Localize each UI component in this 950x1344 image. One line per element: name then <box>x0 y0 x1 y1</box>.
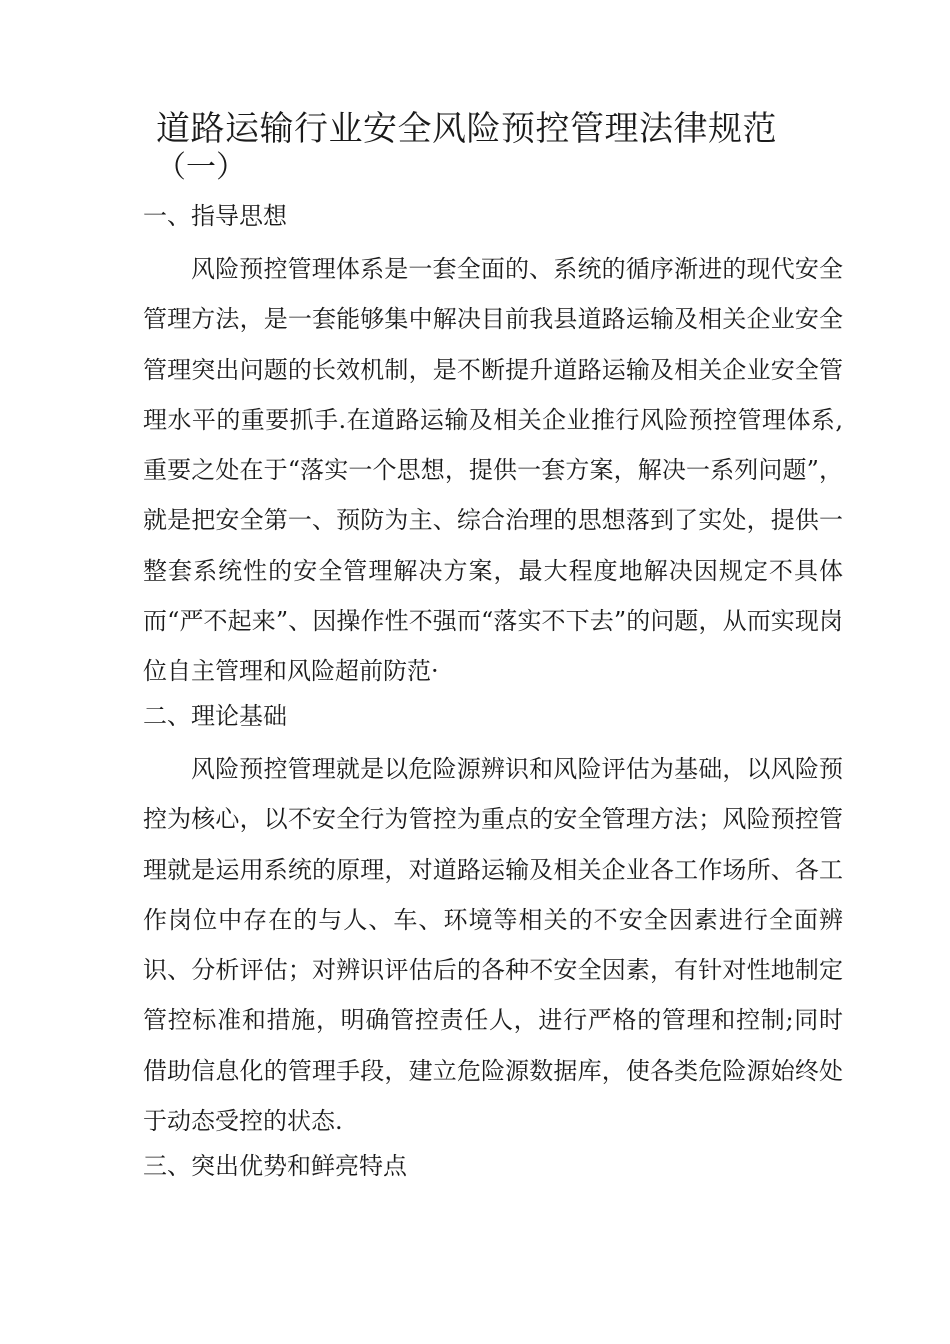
section-heading-1: 一、指导思想 <box>143 202 287 230</box>
document-subtitle: （一） <box>156 150 246 185</box>
section-heading-3: 三、突出优势和鲜亮特点 <box>143 1152 407 1180</box>
section-heading-2: 二、理论基础 <box>143 702 287 730</box>
document-title: 道路运输行业安全风险预控管理法律规范 <box>156 109 777 149</box>
section-paragraph-2: 风险预控管理就是以危险源辨识和风险评估为基础，以风险预控为核心，以不安全行为管控为重点的安全管理方法；风险预控管理就是运用系统的原理，对道路运输及相关企业各工作场所、各工作岗位中存在的与人、车、环境等相关的不安全因素进行全面辨识、分析评估；对辨识评估后的各种不安全因素，有针对性地制定管控标准和措施，明确管控责任人，进行严格的管理和控制;同时借助信息化的管理手段，建立危险源数据库，使各类危险源始终处于动态受控的状态. <box>143 755 843 1136</box>
section-paragraph-1: 风险预控管理体系是一套全面的、系统的循序渐进的现代安全管理方法，是一套能够集中解决目前我县道路运输及相关企业安全管理突出问题的长效机制，是不断提升道路运输及相关企业安全管理水平的重要抓手.在道路运输及相关企业推行风险预控管理体系,重要之处在于“落实一个思想，提供一套方案，解决一系列问题”，就是把安全第一、预防为主、综合治理的思想落到了实处，提供一整套系统性的安全管理解决方案，最大程度地解决因规定不具体而“严不起来”、因操作性不强而“落实不下去”的问题，从而实现岗位自主管理和风险超前防范· <box>143 255 843 686</box>
